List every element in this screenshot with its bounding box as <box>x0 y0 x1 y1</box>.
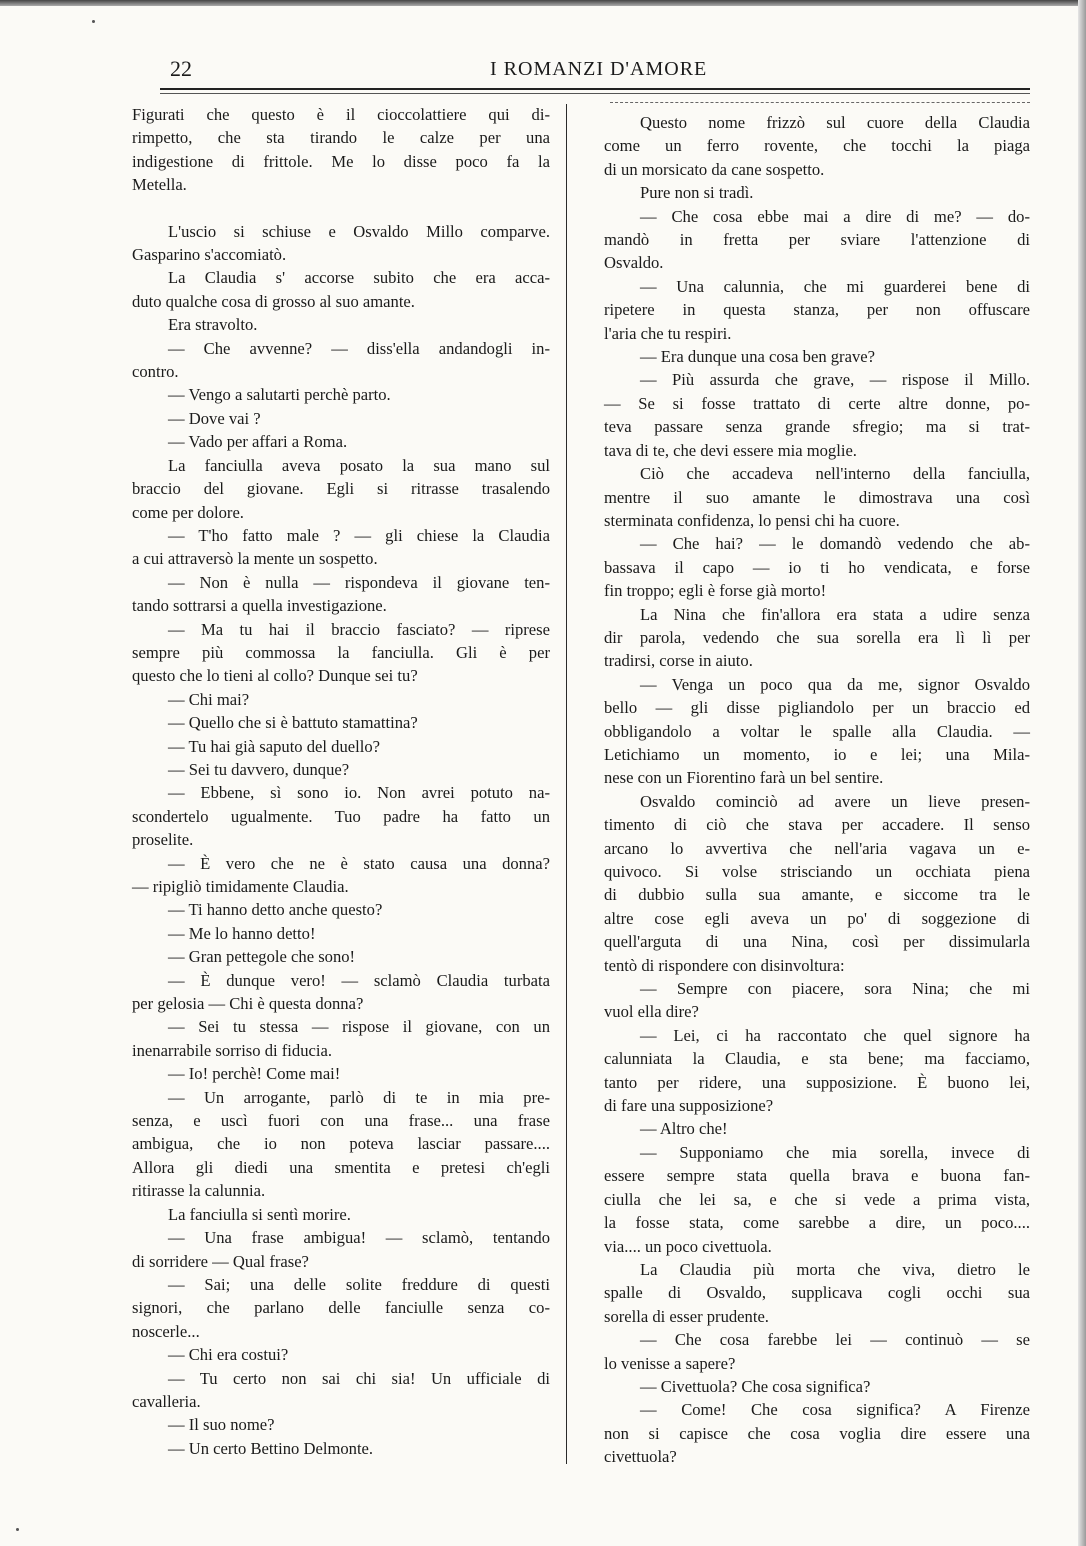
text-line: fin troppo; egli è forse già morto! <box>604 581 827 601</box>
text-line: nese con un Fiorentino farà un bel sentire. <box>604 768 884 788</box>
text-line: bassava il capo — io ti ho vendicata, e forse <box>604 557 1030 577</box>
page-header <box>160 56 1040 86</box>
text-line: — Sei tu stessa — rispose il giovane, con un <box>168 1017 550 1037</box>
header-rule <box>160 88 1030 90</box>
text-line: duto qualche cosa di grosso al suo amante. <box>132 291 415 311</box>
text-line: cavalleria. <box>132 1391 201 1411</box>
text-line: civettuola? <box>604 1447 677 1467</box>
text-line: — Sai; una delle solite freddure di questi <box>168 1274 550 1294</box>
text-line: — Tu certo non sai chi sia! Un ufficiale di <box>168 1368 550 1388</box>
text-line: sempre più commossa la fanciulla. Gli è per <box>132 642 550 662</box>
text-line: Letichiamo un momento, io e lei; una Mila- <box>604 744 1030 764</box>
text-line: tava di te, che devi essere mia moglie. <box>604 440 857 460</box>
text-line: come per dolore. <box>132 502 244 522</box>
text-line: Pure non si tradì. <box>640 183 754 203</box>
text-line: Allora gli diedi una smentita e pretesi ch'egli <box>132 1157 550 1177</box>
text-line: — Ti hanno detto anche questo? <box>168 900 383 920</box>
text-line: ambigua, che io non poteva lasciar passare.... <box>132 1134 550 1154</box>
text-line: — Supponiamo che mia sorella, invece di <box>640 1142 1030 1162</box>
text-line: contro. <box>132 362 179 382</box>
text-line: scondertelo ugualmente. Tuo padre ha fatto un <box>132 806 550 826</box>
text-line: vuol ella dire? <box>604 1002 699 1022</box>
text-line: signori, che parlano delle fanciulle senza co- <box>132 1298 550 1318</box>
scan-speck <box>92 20 95 23</box>
text-line: quivoco. Si volse strisciando un occhiata piena <box>604 862 1030 881</box>
text-line: — Gran pettegole che sono! <box>168 947 356 967</box>
text-line: — Un arrogante, parlò di te in mia pre- <box>168 1087 550 1107</box>
text-line: — Civettuola? Che cosa significa? <box>640 1376 871 1396</box>
text-line: questo che lo tieni al collo? Dunque sei tu? <box>132 666 418 686</box>
text-line: di un morsicato da cane sospetto. <box>604 159 825 179</box>
text-line: — Una frase ambigua! — sclamò, tentando <box>168 1228 550 1248</box>
text-line: tanto per ridere, una supposizione. È buono lei, <box>604 1072 1030 1092</box>
text-line: a cui attraversò la mente un sospetto. <box>132 549 378 569</box>
text-line: sorella di esser prudente. <box>604 1306 769 1326</box>
text-line: rimpetto, che sta tirando le calze per una <box>132 128 550 148</box>
text-line: senza, e uscì fuori con una frase... una frase <box>132 1111 550 1131</box>
text-line: — Più assurda che grave, — rispose il Millo. <box>640 370 1030 390</box>
header-rule-thin <box>160 93 1030 94</box>
text-line: quell'arguta di una Nina, così per dissimularla <box>604 932 1030 952</box>
text-line: — Che avvenne? — diss'ella andandogli in- <box>168 338 550 358</box>
text-line: teva passare senza grande sfregio; ma si trat- <box>604 417 1030 437</box>
text-line: Ciò che accadeva nell'interno della fanciulla, <box>640 464 1030 484</box>
text-line: sterminata confidenza, lo pensi chi ha cuore. <box>604 510 900 530</box>
text-line: — Dove vai ? <box>168 408 261 428</box>
column-divider <box>566 104 567 1464</box>
running-title: I ROMANZI D'AMORE <box>490 58 708 80</box>
text-line: tando sottrarsi a quella investigazione. <box>132 596 387 616</box>
text-line: — Era dunque una cosa ben grave? <box>640 347 875 367</box>
text-line: calunniata la Claudia, e sta bene; ma facciamo, <box>604 1049 1030 1069</box>
text-line: — È dunque vero! — sclamò Claudia turbata <box>168 970 550 990</box>
text-line: tradirsi, corse in aiuto. <box>604 651 753 671</box>
text-line: come un ferro rovente, che tocchi la piaga <box>604 136 1030 156</box>
text-line: la fosse stata, come sarebbe a dire, un poco.... <box>604 1213 1030 1233</box>
text-line: ripetere in questa stanza, per non offuscare <box>604 300 1030 320</box>
text-line: — ripigliò timidamente Claudia. <box>132 877 349 896</box>
text-line: — Non è nulla — rispondeva il giovane ten- <box>168 572 550 592</box>
text-line: ciulla che lei sa, e che si vede a prima vista, <box>604 1189 1030 1209</box>
text-line: — Vado per affari a Roma. <box>168 432 348 452</box>
text-line: — T'ho fatto male ? — gli chiese la Claudia <box>168 525 550 545</box>
text-line: Era stravolto. <box>168 315 258 335</box>
text-line: — Tu hai già saputo del duello? <box>168 736 381 756</box>
text-line: — Che hai? — le domandò vedendo che ab- <box>640 534 1030 554</box>
text-line: essere sempre stata quella brava e buona fan- <box>604 1166 1030 1186</box>
text-line: — Il suo nome? <box>168 1415 275 1435</box>
text-line: Osvaldo cominciò ad avere un lieve presen- <box>640 791 1030 811</box>
text-line: — Una calunnia, che mi guarderei bene di <box>640 276 1030 296</box>
text-line: — Ebbene, sì sono io. Non avrei potuto na- <box>168 783 550 803</box>
scan-right-edge <box>1078 0 1086 1546</box>
text-line: La fanciulla aveva posato la sua mano sul <box>168 455 550 475</box>
text-line: — Io! perchè! Come mai! <box>168 1064 341 1084</box>
text-line: — Come! Che cosa significa? A Firenze <box>640 1400 1030 1420</box>
text-line: braccio del giovane. Egli si ritrasse trasalendo <box>132 479 550 499</box>
text-line: — Sei tu davvero, dunque? <box>168 759 350 779</box>
text-line: — Se si fosse trattato di certe altre donne, po- <box>604 393 1030 413</box>
text-line: altre cose egli aveva un po' di soggezione di <box>604 908 1030 928</box>
text-line: — Vengo a salutarti perchè parto. <box>168 385 391 405</box>
text-line: — Lei, ci ha raccontato che quel signore ha <box>640 1025 1030 1045</box>
text-line: La Claudia s' accorse subito che era acca- <box>168 268 550 288</box>
text-line: spalle di Osvaldo, supplicava cogli occhi sua <box>604 1283 1030 1303</box>
text-line: Figurati che questo è il cioccolattiere qui di- <box>132 105 550 124</box>
text-line: tentò di rispondere con disinvoltura: <box>604 955 845 975</box>
text-line: — Me lo hanno detto! <box>168 923 316 943</box>
text-line: lo venisse a sapere? <box>604 1353 736 1373</box>
left-column <box>132 103 550 1460</box>
text-line: La fanciulla si sentì morire. <box>168 1204 351 1224</box>
text-line: di fare una supposizione? <box>604 1096 774 1116</box>
text-line: — Venga un poco qua da me, signor Osvaldo <box>640 674 1030 694</box>
text-line: non si capisce che cosa voglia dire essere una <box>604 1423 1030 1443</box>
text-line: ritirasse la calunnia. <box>132 1181 266 1201</box>
text-line: indigestione di frittole. Me lo disse poco fa la <box>132 151 550 171</box>
text-line: Gasparino s'accomiatò. <box>132 245 287 265</box>
column-top-rule <box>610 102 1030 103</box>
scan-speck <box>16 1528 19 1531</box>
text-line: — Quello che si è battuto stamattina? <box>168 713 418 733</box>
text-line: l'aria che tu respiri. <box>604 323 732 343</box>
text-line: — Un certo Bettino Delmonte. <box>168 1438 374 1458</box>
text-line: — Che cosa ebbe mai a dire di me? — do- <box>640 206 1030 226</box>
text-line: — Altro che! <box>640 1119 728 1139</box>
text-line: timento di ciò che stava per accadere. Il senso <box>604 815 1030 835</box>
text-line: via.... un poco civettuola. <box>604 1236 772 1256</box>
text-line: obbligandolo a voltar le spalle alla Claudia. — <box>604 721 1030 741</box>
text-line: noscerle... <box>132 1321 200 1341</box>
text-line: mandò in fretta per sviare l'attenzione di <box>604 230 1030 250</box>
text-line: Osvaldo. <box>604 253 664 273</box>
text-line: dir parola, vedendo che sua sorella era lì lì per <box>604 627 1030 647</box>
text-line: di sorridere — Qual frase? <box>132 1251 309 1271</box>
text-line: mentre il suo amante le dimostrava una così <box>604 487 1030 507</box>
text-line: proselite. <box>132 830 194 850</box>
text-line: arcano lo avvertiva che nell'aria vagava un e- <box>604 838 1030 858</box>
text-line: di dubbio sulla sua amante, e siccome tra le <box>604 885 1030 905</box>
text-line: — Ma tu hai il braccio fasciato? — riprese <box>168 619 550 639</box>
text-line: Questo nome frizzò sul cuore della Claudia <box>640 113 1030 132</box>
text-line: La Nina che fin'allora era stata a udire senza <box>640 604 1030 624</box>
text-line: — Chi era costui? <box>168 1345 289 1365</box>
page-number: 22 <box>170 56 192 81</box>
text-line: inenarrabile sorriso di fiducia. <box>132 1040 332 1060</box>
text-line: per gelosia — Chi è questa donna? <box>132 994 364 1014</box>
text-line: Metella. <box>132 175 187 195</box>
text-line: — È vero che ne è stato causa una donna? <box>168 853 550 873</box>
right-column <box>604 111 1030 1469</box>
scan-top-edge <box>0 0 1086 6</box>
text-line: — Che cosa farebbe lei — continuò — se <box>640 1330 1030 1350</box>
text-line: La Claudia più morta che viva, dietro le <box>640 1259 1030 1279</box>
text-line: — Chi mai? <box>168 689 250 709</box>
text-line: L'uscio si schiuse e Osvaldo Millo comparve. <box>168 221 550 241</box>
text-line: — Sempre con piacere, sora Nina; che mi <box>640 979 1030 999</box>
text-line: bello — gli disse pigliandolo per un braccio ed <box>604 698 1030 718</box>
